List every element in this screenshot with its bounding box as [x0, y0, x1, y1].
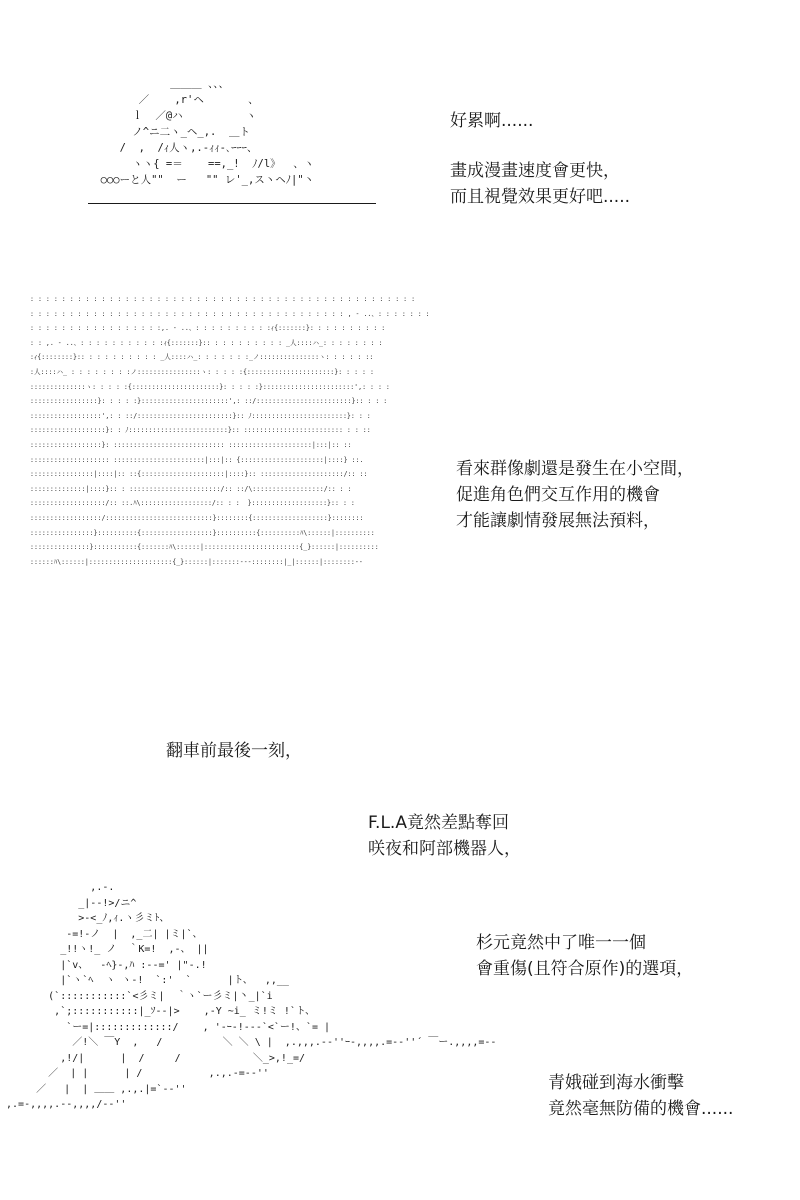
caption-visual-better: 而且視覺效果更好吧.....: [450, 187, 631, 207]
caption-fla-line1: F.L.A竟然差點奪回: [368, 813, 509, 833]
caption-seiga-line1: 青娥碰到海水衝擊: [548, 1073, 684, 1093]
caption-ensemble-line1: 看來群像劇還是發生在小空間，: [456, 459, 694, 479]
caption-sugimoto-line1: 杉元竟然中了唯一一個: [476, 933, 646, 953]
caption-ensemble-line3: 才能讓劇情發展無法預料，: [456, 511, 660, 531]
caption-ensemble-line2: 促進角色們交互作用的機會: [456, 485, 660, 505]
caption-draw-faster: 畫成漫畫速度會更快，: [450, 161, 620, 181]
caption-fla-line2: 咲夜和阿部機器人，: [368, 839, 521, 859]
caption-sugimoto-line2: 會重傷(且符合原作)的選項，: [476, 959, 694, 979]
caption-before-crash: 翻車前最後一刻，: [166, 741, 302, 761]
crowd-ascii-art: : : : : : : : : : : : : : : : : : : : : : : : : : : : : : : : : : : : : : : : : : : : : : : : : : : : : : : : : : : : : : : : : : : : : : : : : : : : : : : : : : : : : : : : : : , - ..、: : : : : : : : : : : : : : : : : : : : : : : :,. - ..、: : : : : : : : : :ｨ{:::::::}: : : : : : : : : : : : ,. - ..、: : : : : : : : : : :ｨ{:::::::}:: : : : : : : : : : _人::::ハ_: : : : : : : : :ｨ{::::::::}:: : : : : : : : : : _人::::ハ_: : : : : : :_ノ:::::::::::::::ヽ: : : : : :: :人::::ハ_ : : : : : : : :ノ::::::::::::::::ヽ: : : : :{::::::::::::::::::::::}: : : : : ::::::::::::::ヽ: : : : :{::::::::::::::::::::::}: : : : :}:::::::::::::::::::::::',: : : : :::::::::::::::::}: : : : :}::::::::::::::::::::::',: ::/::::::::::::::::::::::::}:: : : : ::::::::::::::::::',: : ::/::::::::::::::::::::::::}:: ﾉ::::::::::::::::::::::::}: : : :::::::::::::::::::}: : ﾉ:::::::::::::::::::::::::}:: ::::::::::::::::::::::::: : : :: ::::::::::::::::::}: :::::::::::::::::::::::::::: :::::::::::::::::::::|:::|:: :: :::::::::::::::::::: :::::::::::::::::::::::|:::|:: {:::::::::::::::::::::|::::} ::. ::::::::::::::::|::::|:: ::{:::::::::::::::::::::|::::}:: :::::::::::::::::::::/:: :: ::::::::::::::|::::}:: : :::::::::::::::::::::::/:: ::/\::::::::::::::::::/:: : : :::::::::::::::::::/:: ::.ﾊ\::::::::::::::::::/:: : : }:::::::::::::::::::}:: : : ::::::::::::::::::/:::::::::::::::::::::::::::}::::::::{:::::::::::::::::::}:::::::: ::::::::::::::::}::::::::::{::::::::::::::::::}::::::::::{::::::::::ﾊ\::::::|:::::::::: :::::::::::::::}:::::::::::{:::::::ﾊ\::::::|::::::::::::::::::::::::{_}::::::|:::::::::: ::::::ﾊ\::::::|:::::::::::::::::::::{_}::::::|:::::::---::::::::|_|::::::|::::::::--: [30, 295, 430, 566]
tent-ground-line: [88, 203, 376, 204]
tent-ascii-art: ＿＿＿ 、、、 ／ ,r'ヘ 、 ｌ ／@ハ ヽ ノ^ニ二ヽ_ヘ_,. ＿ト / , /ｨ人ヽ,.-ｨｨ-､ｰｰｰ、 ヽヽ{ =＝ ==,_! ﾉ/l》 、ヽ ○○○ーと人"" ー "" レ'_,ス丶ヘﾉ|"丶: [100, 78, 315, 186]
caption-tired: 好累啊......: [450, 111, 534, 131]
caption-seiga-line2: 竟然毫無防備的機會......: [548, 1099, 734, 1119]
wreck-ascii-art: ,.-. _|--!>/ニ^ >-<_ﾉ,ｨ.ヽ彡ミﾄ、 -=!-ノ | ,_二| |ミ|`、 _!!ヽ!_ ノ ｀K=! ,-、 || |`v、 -ﾍ}-,ﾊ :--=' |"-.! |`ヽ`ﾍ ヽ ヽ-! `:' ` |ト、 ,,__ (`:::::::::::`<彡ミ| ｀ヽ`ー彡ミ|丶_|`i ,`;:::::::::::|_ｿ--|> ,-Y ~i_ ミ!ミ !`ト、 `ー=|:::::::::::::/ , '-ｰ-!---`<`ー!、`= | ／!＼ ￣Y , / ＼ ＼ \ | ,.,,,.-‐''ｰ-,,,,.=--''´ ￣ー.,,,,=-- ,!/| | / / ＼_>,!_=/ ／ | | | / ,.,.-=--'' ／ | | ＿＿ ,.,.|=`-‐'' ,.=-,,,,.--,,,,/-‐'': [6, 882, 497, 1110]
